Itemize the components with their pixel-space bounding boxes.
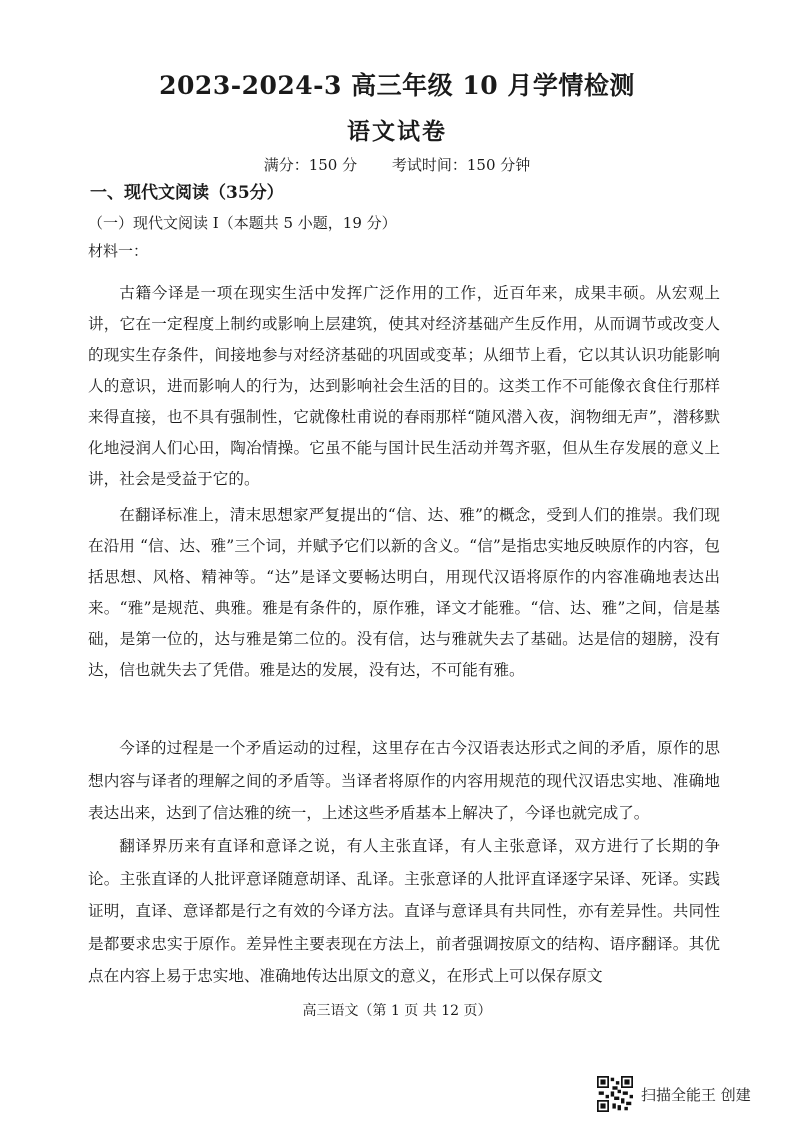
- exam-title: 2023-2024-3 高三年级 10 月学情检测: [159, 71, 635, 100]
- material-label: 材料一：: [88, 242, 149, 260]
- subsection-heading: （一）现代文阅读 I（本题共 5 小题，19 分）: [88, 214, 397, 232]
- paragraph-3: 今译的过程是一个矛盾运动的过程，这里存在古今汉语表达形式之间的矛盾，原作的思想内容与译者的理解之间的矛盾等。当译者将原作的内容用规范的现代汉语忠实地、准确地表达出来，达到了信达雅的统一，上述这些矛盾基本上解决了，今译也就完成了。: [88, 739, 720, 822]
- paragraph-1: 古籍今译是一项在现实生活中发挥广泛作用的工作，近百年来，成果丰硕。从宏观上讲，它在一定程度上制约或影响上层建筑，使其对经济基础产生反作用，从而调节或改变人的现实生存条件，间接地参与对经济基础的巩固或变革；从细节上看，它以其认识功能影响人的意识，进而影响人的行为，达到影响社会生活的目的。这类工作不可能像衣食住行那样来得直接，也不具有强制性，它就像杜甫说的春雨那样“随风潜入夜，润物细无声”，潜移默化地浸润人们心田，陶冶情操。它虽不能与国计民生活动并驾齐驱，但从生存发展的意义上讲，社会是受益于它的。: [88, 284, 720, 488]
- paragraph-4: 翻译界历来有直译和意译之说，有人主张直译，有人主张意译，双方进行了长期的争论。主张直译的人批评意译随意胡译、乱译。主张意译的人批评直译逐字呆译、死译。实践证明，直译、意译都是行之有效的今译方法。直译与意译具有共同性，亦有差异性。共同性是都要求忠实于原作。差异性主要表现在方法上，前者强调按原文的结构、语序翻译。其优点在内容上易于忠实地、准确地传达出原文的意义，在形式上可以保存原文: [88, 837, 720, 985]
- qr-code-icon: [597, 1076, 633, 1112]
- full-score: 满分：150 分: [263, 156, 358, 174]
- page-footer: 高三语文（第 1 页 共 12 页）: [302, 1003, 492, 1019]
- paragraph-2: 在翻译标准上，清末思想家严复提出的“信、达、雅”的概念，受到人们的推崇。我们现在沿用 “信、达、雅”三个词，并赋予它们以新的含义。“信”是指忠实地反映原作的内容，包括思想、风格、精神等。“达”是译文要畅达明白，用现代汉语将原作的内容准确地表达出来。“雅”是规范、典雅。雅是有条件的，原作雅，译文才能雅。“信、达、雅”之间，信是基础，是第一位的，达与雅是第二位的。没有信，达与雅就失去了基础。达是信的翅膀，没有达，信也就失去了凭借。雅是达的发展，没有达，不可能有雅。: [88, 506, 720, 679]
- exam-subtitle: 语文试卷: [347, 118, 447, 145]
- scanner-watermark: [597, 1074, 751, 1114]
- section-heading: 一、现代文阅读（35分）: [90, 183, 284, 203]
- scanner-label: 扫描全能王 创建: [641, 1085, 751, 1104]
- exam-meta: [0, 154, 794, 175]
- exam-time: 考试时间：150 分钟: [391, 156, 531, 174]
